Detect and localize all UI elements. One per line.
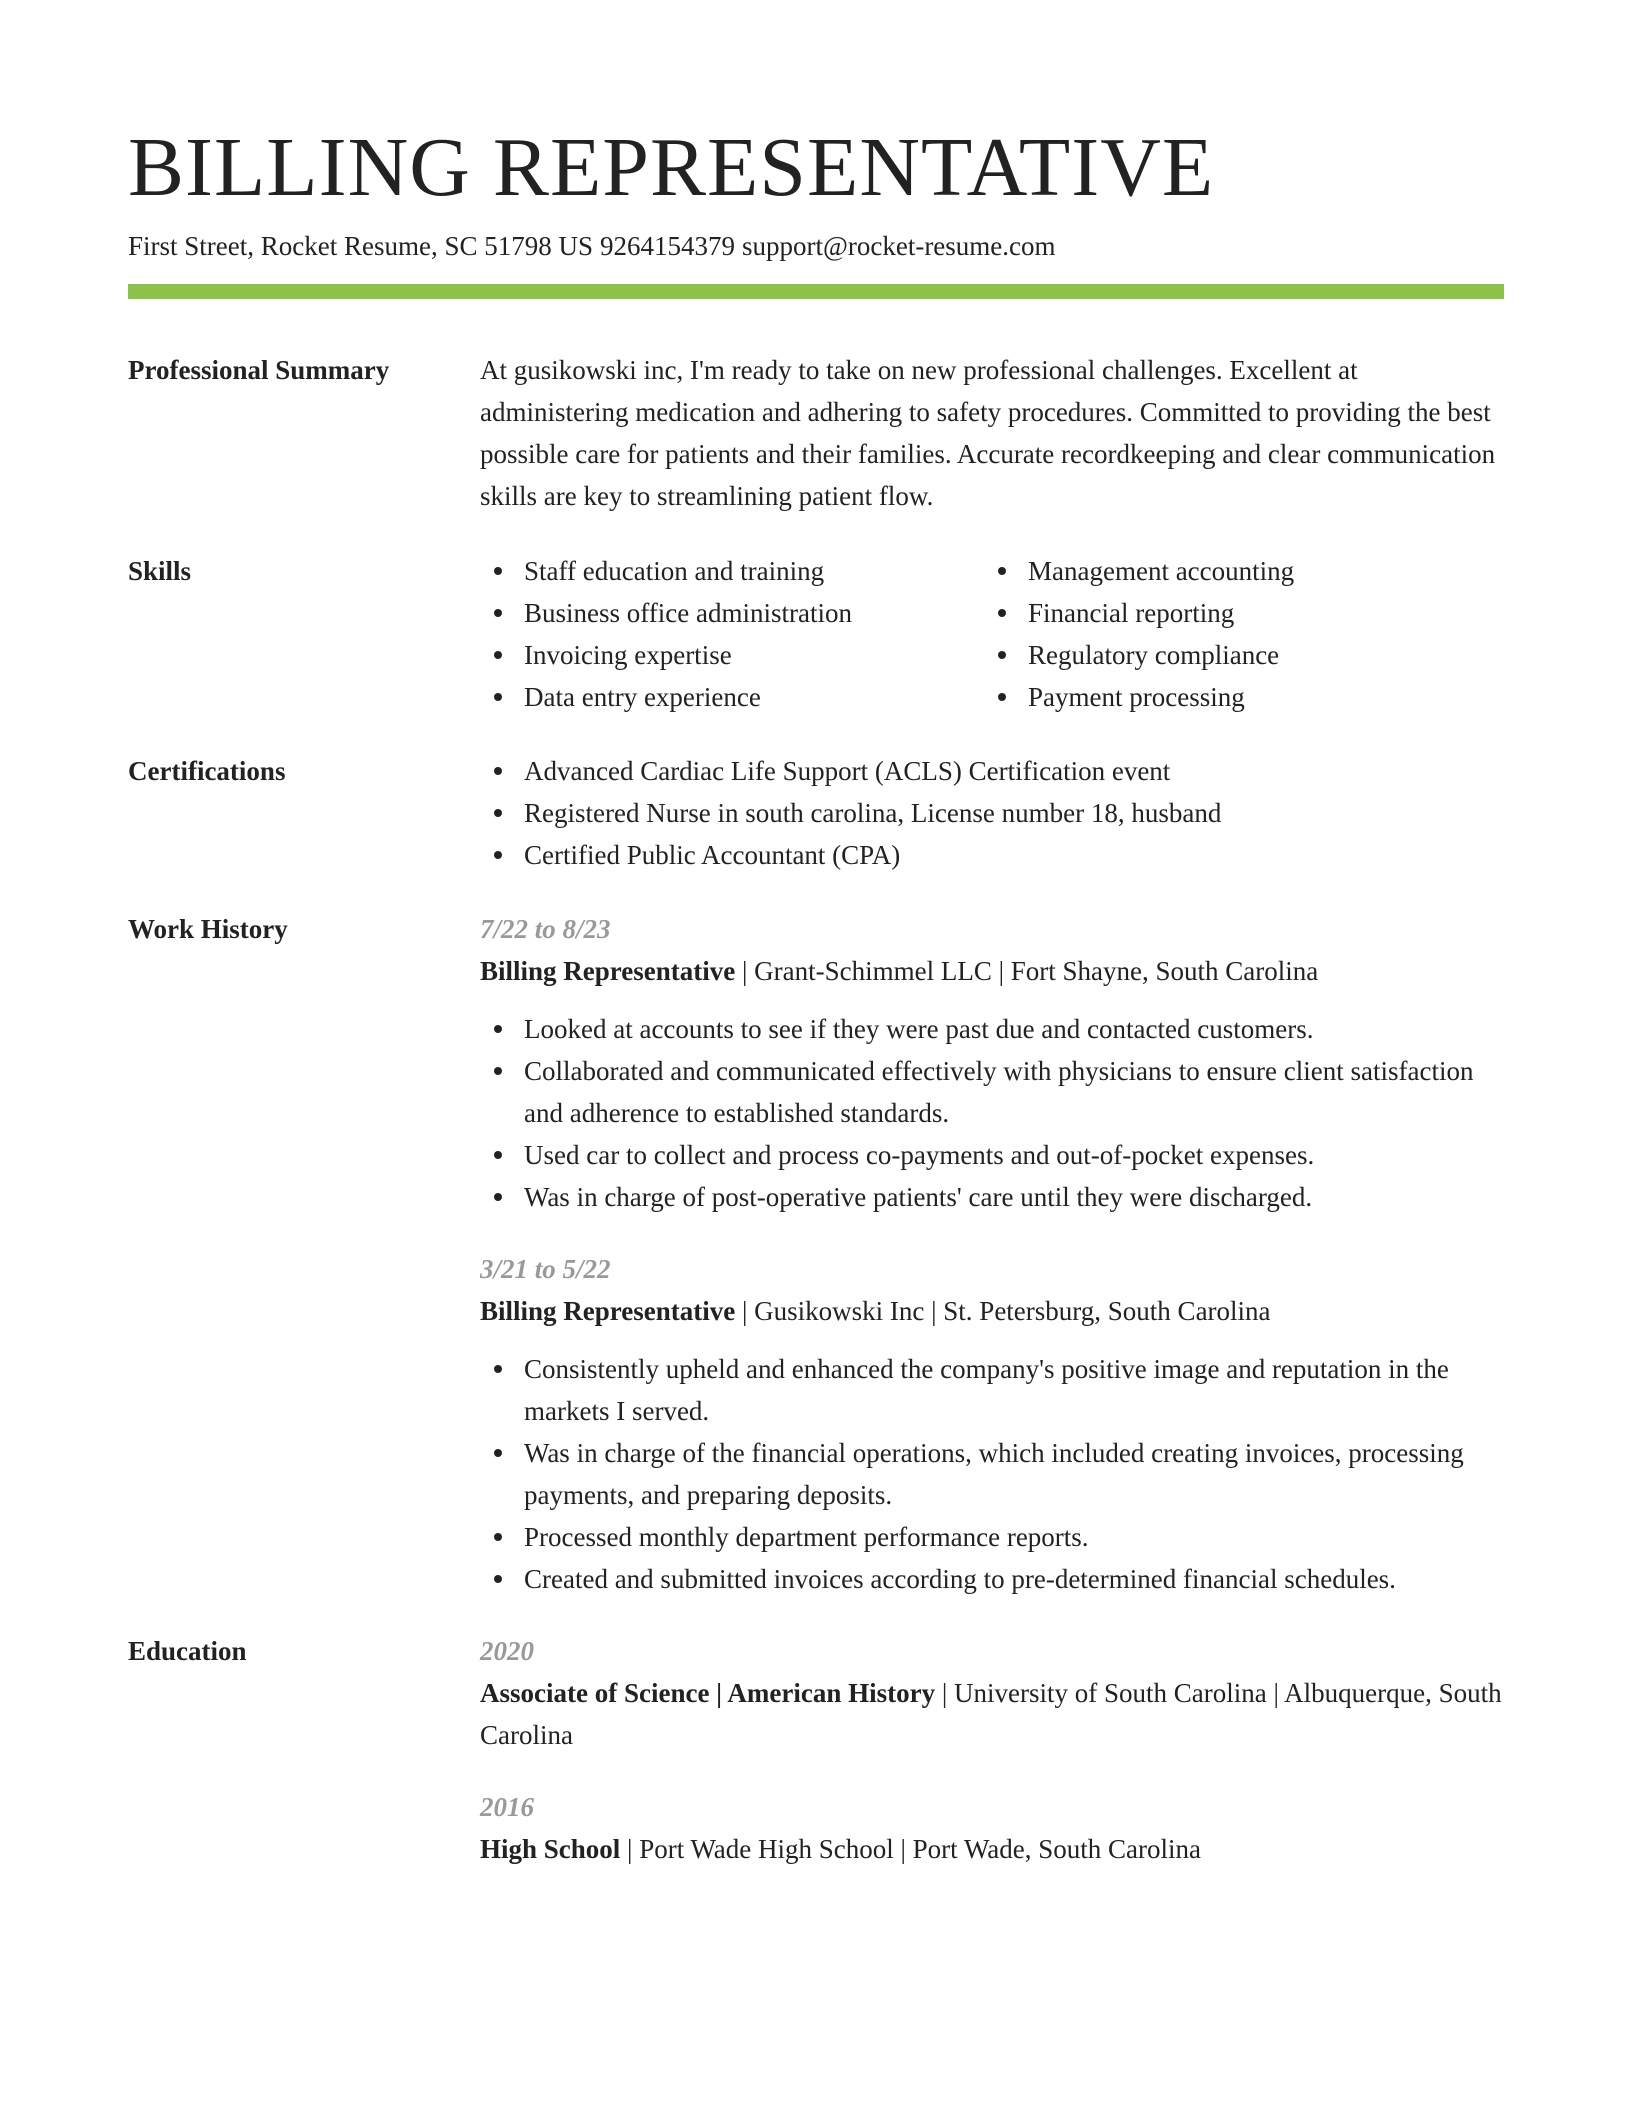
duty-item: Consistently upheld and enhanced the company's positive image and reputation in the markets I served. xyxy=(480,1348,1504,1432)
skill-item: Management accounting xyxy=(984,550,1488,592)
resume-name: BILLING REPRESENTATIVE xyxy=(128,121,1215,214)
education-year: 2016 xyxy=(480,1792,534,1822)
skills-column-left xyxy=(480,550,984,718)
duty-item: Created and submitted invoices according to pre-determined financial schedules. xyxy=(480,1558,1504,1600)
skill-item: Data entry experience xyxy=(480,676,984,718)
work-history-section xyxy=(128,908,1504,1600)
job-dates: 7/22 to 8/23 xyxy=(480,914,611,944)
duty-item: Processed monthly department performance reports. xyxy=(480,1516,1504,1558)
job-details: | Gusikowski Inc | St. Petersburg, South Carolina xyxy=(735,1296,1271,1326)
duty-item: Looked at accounts to see if they were past due and contacted customers. xyxy=(480,1008,1504,1050)
duty-item: Used car to collect and process co-payments and out-of-pocket expenses. xyxy=(480,1134,1504,1176)
job-title: Billing Representative xyxy=(480,1296,736,1326)
certifications-list xyxy=(480,750,1504,876)
skills-grid xyxy=(480,550,1504,718)
resume-page xyxy=(128,118,1504,1870)
certification-item: Registered Nurse in south carolina, License number 18, husband xyxy=(480,792,1504,834)
skills-column-right xyxy=(984,550,1488,718)
skill-item: Invoicing expertise xyxy=(480,634,984,676)
certifications-heading: Certifications xyxy=(128,756,286,786)
education-heading-line xyxy=(480,1828,1504,1870)
header-divider xyxy=(128,284,1504,299)
skill-item: Financial reporting xyxy=(984,592,1488,634)
job-entry xyxy=(480,908,1504,1218)
education-year: 2020 xyxy=(480,1636,534,1666)
skill-item: Regulatory compliance xyxy=(984,634,1488,676)
skill-item: Payment processing xyxy=(984,676,1488,718)
job-dates: 3/21 to 5/22 xyxy=(480,1254,611,1284)
education-details: | Port Wade High School | Port Wade, South Carolina xyxy=(620,1834,1201,1864)
work-history-heading: Work History xyxy=(128,914,288,944)
duty-item: Collaborated and communicated effectively with physicians to ensure client satisfaction and adherence to established standards. xyxy=(480,1050,1504,1134)
contact-line xyxy=(128,228,1504,264)
summary-heading: Professional Summary xyxy=(128,355,390,385)
education-section xyxy=(128,1630,1504,1870)
education-details: | University of South Carolina | Albuquerque, South Carolina xyxy=(480,1678,1502,1750)
job-title: Billing Representative xyxy=(480,956,736,986)
summary-section xyxy=(128,349,1504,517)
skills-section xyxy=(128,550,1504,718)
job-details: | Grant-Schimmel LLC | Fort Shayne, South Carolina xyxy=(735,956,1319,986)
skills-heading: Skills xyxy=(128,556,192,586)
job-heading xyxy=(480,1290,1504,1332)
education-entry xyxy=(480,1630,1504,1756)
duty-item: Was in charge of the financial operations, which included creating invoices, processing payments, and preparing deposits. xyxy=(480,1432,1504,1516)
job-duties xyxy=(480,1008,1504,1218)
skill-item: Business office administration xyxy=(480,592,984,634)
contact-address: First Street, Rocket Resume, SC 51798 US xyxy=(128,231,593,261)
certification-item: Certified Public Accountant (CPA) xyxy=(480,834,1504,876)
education-degree: High School xyxy=(480,1834,621,1864)
job-duties xyxy=(480,1348,1504,1600)
certification-item: Advanced Cardiac Life Support (ACLS) Certification event xyxy=(480,750,1504,792)
education-heading-line xyxy=(480,1672,1504,1756)
education-entry xyxy=(480,1786,1504,1870)
job-heading xyxy=(480,950,1504,992)
contact-phone: 9264154379 xyxy=(600,231,735,261)
education-degree: Associate of Science | American History xyxy=(480,1678,936,1708)
contact-email: support@rocket-resume.com xyxy=(742,231,1056,261)
skill-item: Staff education and training xyxy=(480,550,984,592)
duty-item: Was in charge of post-operative patients' care until they were discharged. xyxy=(480,1176,1504,1218)
education-heading: Education xyxy=(128,1636,247,1666)
certifications-section xyxy=(128,750,1504,876)
summary-text: At gusikowski inc, I'm ready to take on new professional challenges. Excellent at administering medication and adhering to safety procedures. Committed to providing the best possible care for patients and their families. Accurate recordkeeping and clear communication skills are key to streamlining patient flow. xyxy=(480,355,1496,511)
job-entry xyxy=(480,1248,1504,1600)
